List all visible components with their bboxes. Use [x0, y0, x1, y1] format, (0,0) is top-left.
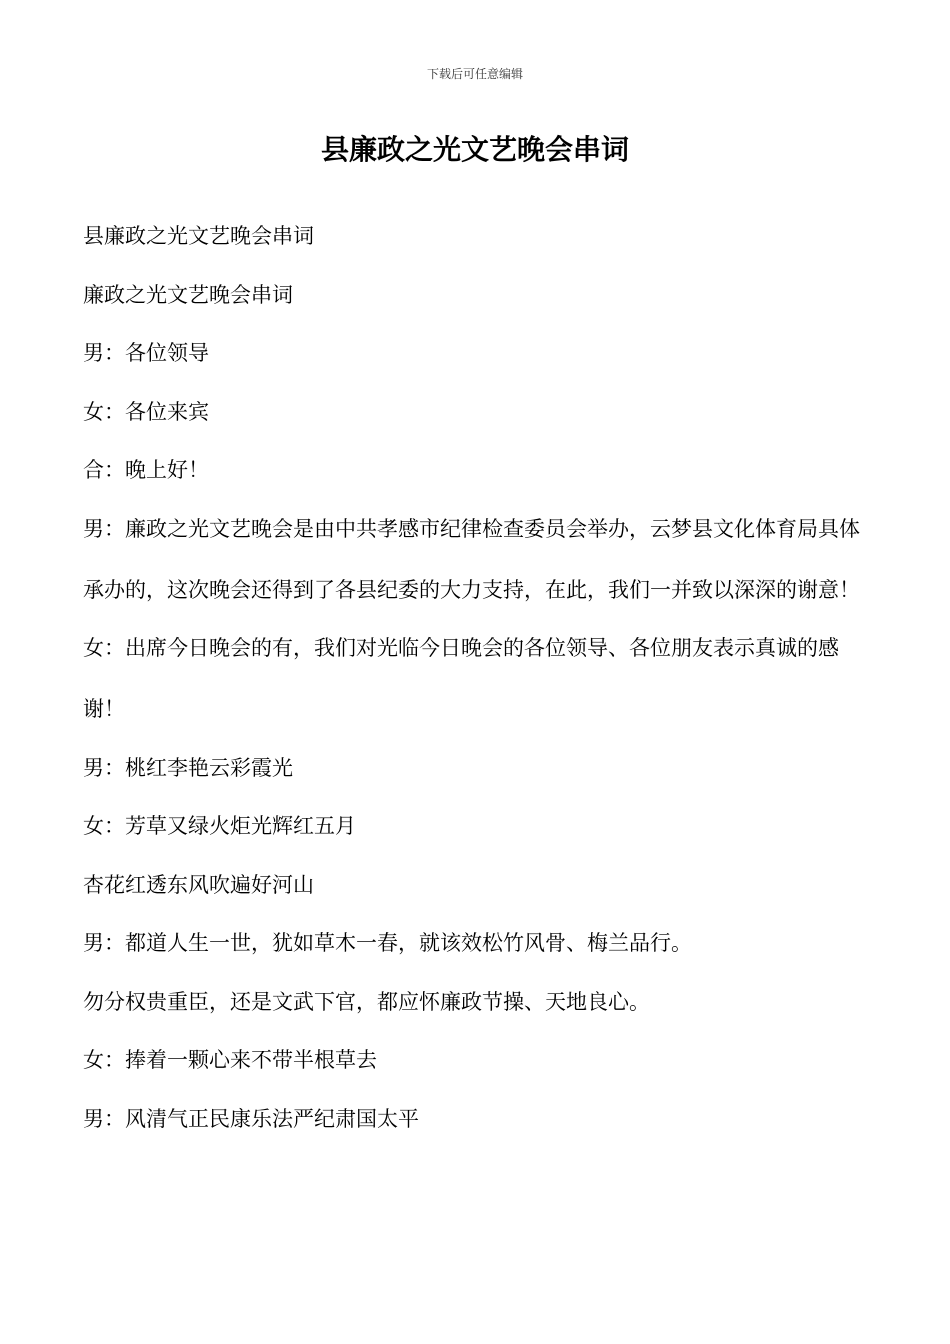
document-title: 县廉政之光文艺晚会串词: [320, 133, 629, 166]
paragraph: 合：晚上好！: [83, 458, 209, 482]
paragraph: 男：风清气正民康乐法严纪肃国太平: [83, 1106, 419, 1131]
header-note: 下载后可任意编辑: [426, 67, 523, 81]
paragraph: 杏花红透东风吹遍好河山: [83, 872, 314, 897]
paragraph: 女：捧着一颗心来不带半根草去: [83, 1048, 377, 1072]
paragraph: 廉政之光文艺晚会串词: [83, 282, 293, 307]
paragraph: 女：出席今日晚会的有，我们对光临今日晚会的各位领导、各位朋友表示真诚的感谢！: [83, 636, 839, 721]
paragraph: 女：芳草又绿火炬光辉红五月: [83, 814, 356, 838]
paragraph: 男：桃红李艳云彩霞光: [83, 755, 293, 780]
document-body: [83, 216, 869, 1157]
paragraph: 男：都道人生一世，犹如草木一春，就该效松竹风骨、梅兰品行。: [83, 931, 692, 955]
paragraph: 勿分权贵重臣，还是文武下官，都应怀廉政节操、天地良心。: [83, 989, 650, 1014]
paragraph: 男：廉政之光文艺晚会是由中共孝感市纪律检查委员会举办，云梦县文化体育局具体承办的，这次晚会还得到了各县纪委的大力支持，在此，我们一并致以深深的谢意！: [83, 516, 860, 602]
paragraph: 男：各位领导: [83, 341, 209, 365]
paragraph: 女：各位来宾: [83, 399, 209, 424]
paragraph: 县廉政之光文艺晚会串词: [83, 224, 314, 248]
